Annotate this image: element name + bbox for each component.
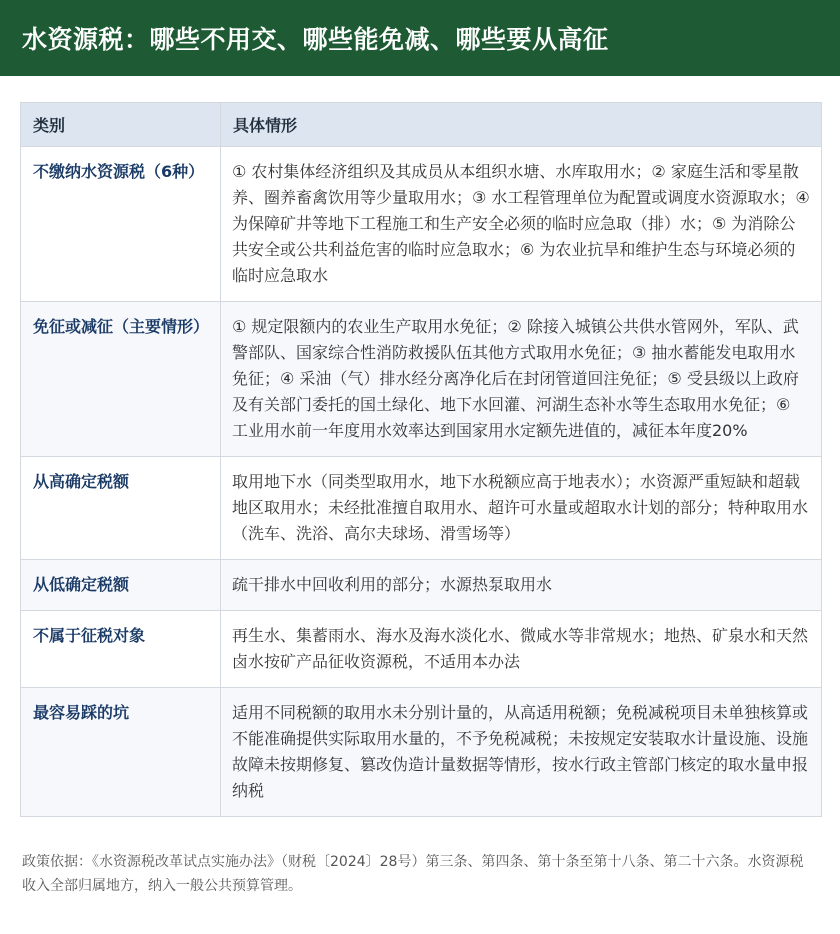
column-header-category: 类别 bbox=[21, 103, 221, 147]
tax-table bbox=[20, 102, 822, 817]
table-row bbox=[21, 611, 822, 688]
table-row bbox=[21, 560, 822, 611]
page-header bbox=[0, 0, 840, 76]
row-category: 从高确定税额 bbox=[21, 457, 221, 560]
table-row bbox=[21, 147, 822, 302]
row-category: 不缴纳水资源税（6种） bbox=[21, 147, 221, 302]
table-row bbox=[21, 457, 822, 560]
row-category: 免征或减征（主要情形） bbox=[21, 302, 221, 457]
row-detail: 适用不同税额的取用水未分别计量的，从高适用税额；免税减税项目未单独核算或不能准确提供实际取用水量的，不予免税减税；未按规定安装取水计量设施、设施故障未按期修复、篡改伪造计量数据等情形，按水行政主管部门核定的取水量申报纳税 bbox=[221, 688, 822, 817]
row-detail: ① 农村集体经济组织及其成员从本组织水塘、水库取用水；② 家庭生活和零星散养、圈养畜禽饮用等少量取用水；③ 水工程管理单位为配置或调度水资源取水；④ 为保障矿井等地下工程施工和生产安全必须的临时应急取（排）水；⑤ 为消除公共安全或公共利益危害的临时应急取水；⑥ 为农业抗旱和维护生态与环境必须的临时应急取水 bbox=[221, 147, 822, 302]
row-detail: 取用地下水（同类型取用水，地下水税额应高于地表水）；水资源严重短缺和超载地区取用水；未经批准擅自取用水、超许可水量或超取水计划的部分；特种取用水（洗车、洗浴、高尔夫球场、滑雪场等） bbox=[221, 457, 822, 560]
tax-table-container bbox=[20, 102, 821, 817]
column-header-detail: 具体情形 bbox=[221, 103, 822, 147]
row-category: 最容易踩的坑 bbox=[21, 688, 221, 817]
row-detail: 再生水、集蓄雨水、海水及海水淡化水、微咸水等非常规水；地热、矿泉水和天然卤水按矿产品征收资源税，不适用本办法 bbox=[221, 611, 822, 688]
table-header-row bbox=[21, 103, 822, 147]
table-row bbox=[21, 302, 822, 457]
row-category: 从低确定税额 bbox=[21, 560, 221, 611]
row-category: 不属于征税对象 bbox=[21, 611, 221, 688]
row-detail: 疏干排水中回收利用的部分；水源热泵取用水 bbox=[221, 560, 822, 611]
table-row bbox=[21, 688, 822, 817]
policy-footnote: 政策依据：《水资源税改革试点实施办法》（财税〔2024〕28号）第三条、第四条、第十条至第十八条、第二十六条。水资源税收入全部归属地方，纳入一般公共预算管理。 bbox=[22, 854, 804, 894]
page-title: 水资源税：哪些不用交、哪些能免减、哪些要从高征 bbox=[22, 25, 609, 54]
row-detail: ① 规定限额内的农业生产取用水免征；② 除接入城镇公共供水管网外，军队、武警部队、国家综合性消防救援队伍其他方式取用水免征；③ 抽水蓄能发电取用水免征；④ 采油（气）排水经分离净化后在封闭管道回注免征；⑤ 受县级以上政府及有关部门委托的国土绿化、地下水回灌、河湖生态补水等生态取用水免征；⑥ 工业用水前一年度用水效率达到国家用水定额先进值的，减征本年度20% bbox=[221, 302, 822, 457]
